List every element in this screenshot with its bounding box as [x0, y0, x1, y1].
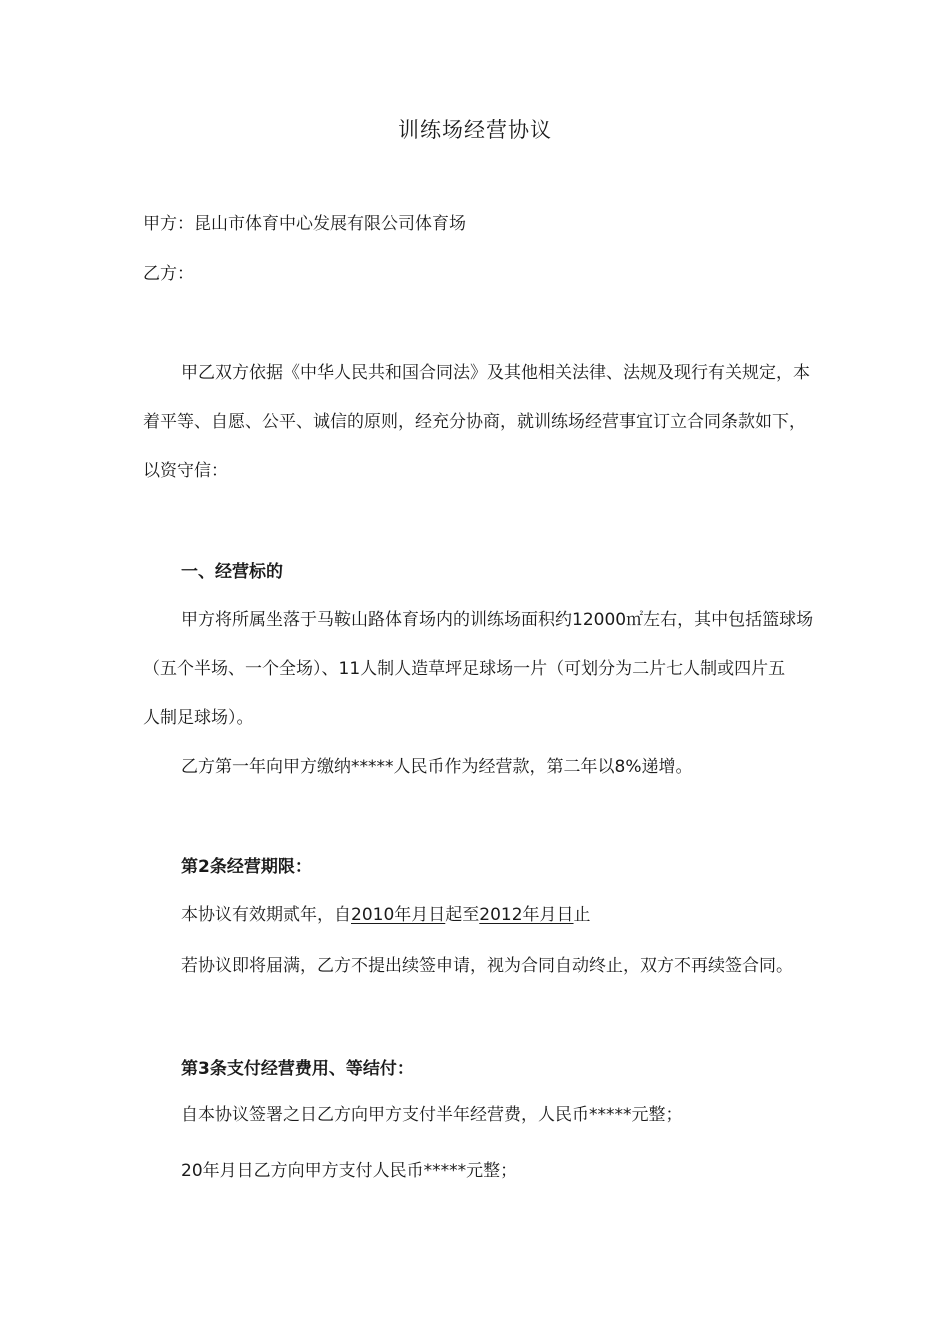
term-middle: 起至 [445, 905, 480, 925]
section-1-paragraph-line-2: （五个半场、一个全场）、11人制人造草坪足球场一片（可划分为二片七人制或四片五 [143, 659, 786, 679]
intro-line-2: 着平等、自愿、公平、诚信的原则，经充分协商，就训练场经营事宜订立合同条款如下， [143, 412, 806, 432]
section-2-renewal: 若协议即将届满，乙方不提出续签申请，视为合同自动终止，双方不再续签合同。 [181, 956, 793, 976]
start-date: 2010年月日 [351, 905, 446, 925]
section-1-paragraph-line-1: 甲方将所属坐落于马鞍山路体育场内的训练场面积约12000㎡左右，其中包括篮球场 [181, 610, 814, 630]
section-2-term [181, 903, 591, 927]
intro-line-1: 甲乙双方依据《中华人民共和国合同法》及其他相关法律、法规及现行有关规定，本 [181, 363, 810, 383]
party-b: 乙方： [143, 264, 194, 284]
section-3-payment-2: 20年月日乙方向甲方支付人民币*****元整； [181, 1161, 518, 1181]
document-title: 训练场经营协议 [398, 118, 552, 142]
intro-line-3: 以资守信： [143, 461, 228, 481]
section-3-heading: 第3条支付经营费用、等结付： [181, 1059, 414, 1079]
party-a: 甲方：昆山市体育中心发展有限公司体育场 [143, 214, 466, 234]
term-prefix: 本协议有效期贰年，自 [181, 905, 351, 925]
section-1-heading: 一、经营标的 [181, 562, 283, 582]
section-1-payment: 乙方第一年向甲方缴纳*****人民币作为经营款，第二年以8%递增。 [181, 757, 693, 777]
term-suffix: 止 [573, 905, 591, 925]
end-date: 2012年月日 [479, 905, 574, 925]
section-3-payment-1: 自本协议签署之日乙方向甲方支付半年经营费，人民币*****元整； [181, 1105, 683, 1125]
section-2-heading: 第2条经营期限： [181, 857, 312, 877]
section-1-paragraph-line-3: 人制足球场）。 [143, 708, 254, 728]
